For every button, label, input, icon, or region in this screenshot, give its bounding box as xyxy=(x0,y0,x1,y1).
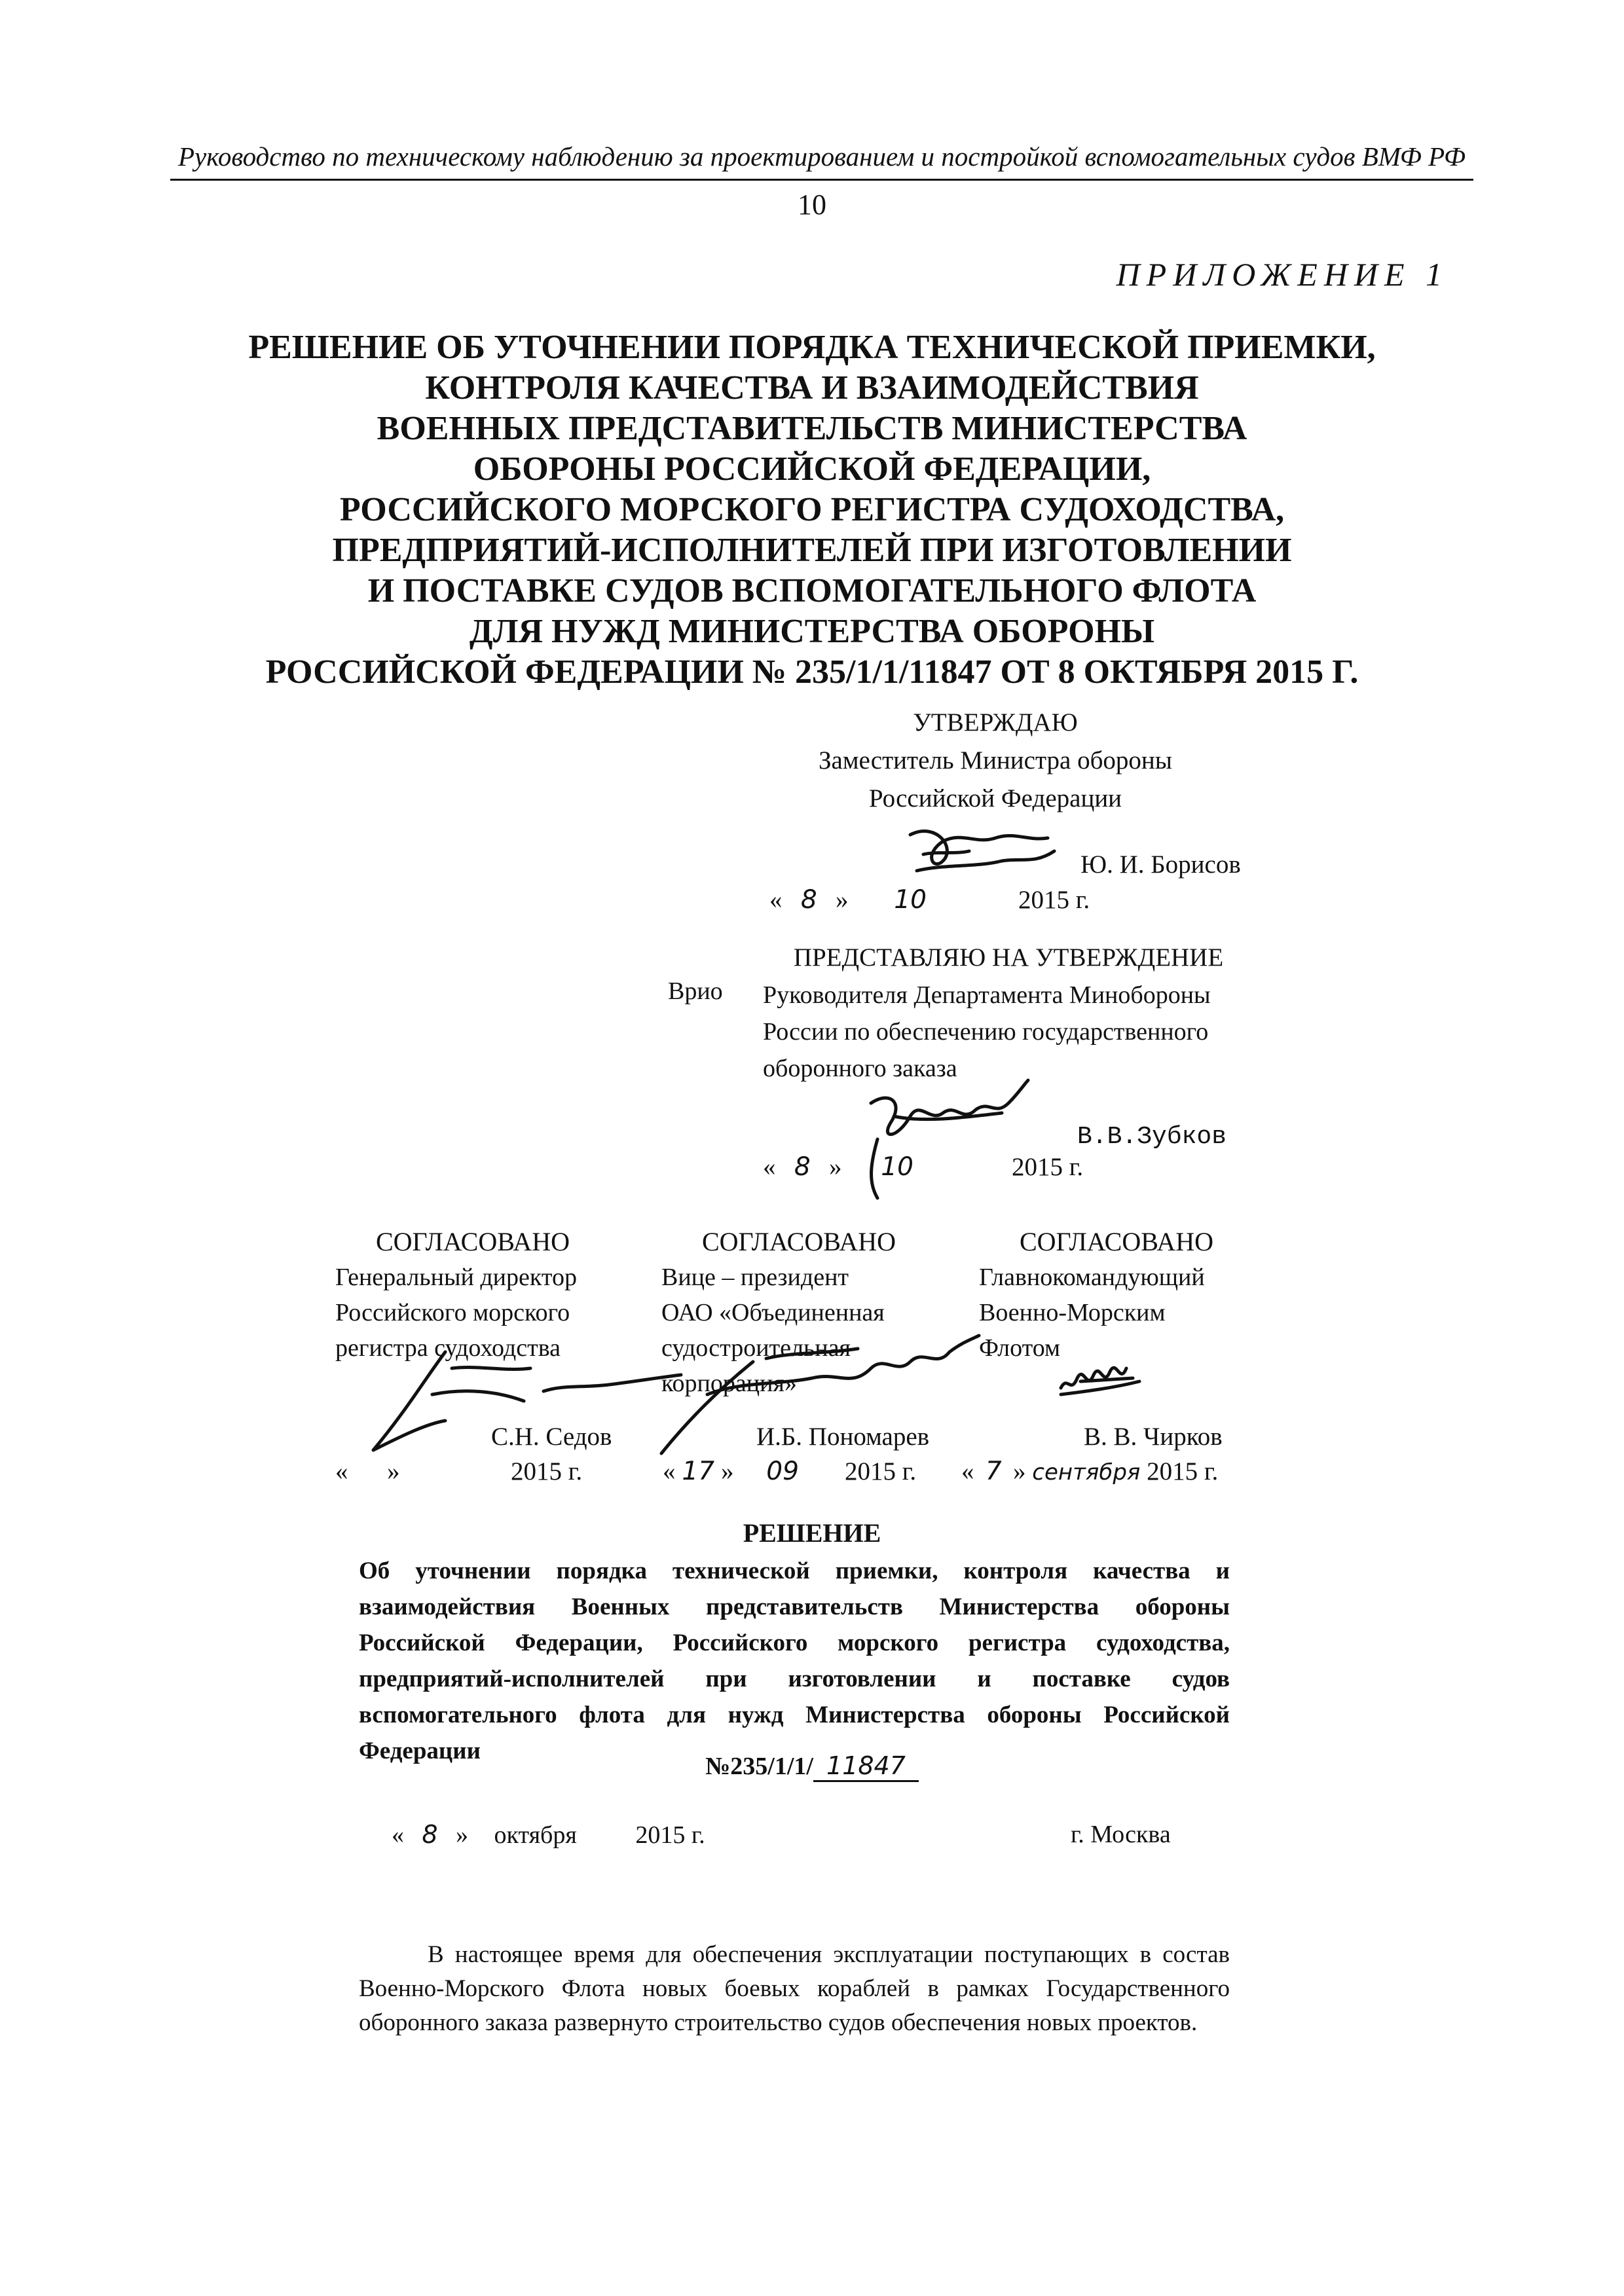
presentation-line: оборонного заказа xyxy=(763,1055,957,1082)
title-line: РЕШЕНИЕ ОБ УТОЧНЕНИИ ПОРЯДКА ТЕХНИЧЕСКОЙ ПРИЕМКИ, xyxy=(248,329,1376,366)
title-line: ВОЕННЫХ ПРЕДСТАВИТЕЛЬСТВ МИНИСТЕРСТВА xyxy=(377,410,1247,447)
date-open-quote: « xyxy=(663,1457,676,1485)
presentation-date xyxy=(763,1152,1083,1182)
decision-date-year: 2015 г. xyxy=(635,1821,705,1849)
date-open-quote: « xyxy=(769,886,783,914)
agreement-heading: СОГЛАСОВАНО xyxy=(375,1227,570,1256)
signature-zubkov xyxy=(832,1077,1048,1201)
page-number: 10 xyxy=(798,189,826,221)
approval-position-line: Заместитель Министра обороны xyxy=(819,746,1172,774)
agreement-date xyxy=(663,1457,916,1486)
date-open-quote: « xyxy=(392,1821,404,1849)
agreement-date xyxy=(961,1457,1218,1486)
date-open-quote: « xyxy=(335,1457,348,1485)
body-paragraph xyxy=(359,1938,1230,2040)
agreement-line: ОАО «Объединенная xyxy=(661,1299,885,1326)
decision-heading: РЕШЕНИЕ xyxy=(743,1518,881,1548)
decision-number-handwritten: 11847 xyxy=(813,1751,919,1782)
date-close-quote: » xyxy=(456,1821,468,1849)
decision-date xyxy=(392,1820,705,1850)
agreement-line: корпорация» xyxy=(661,1370,797,1397)
agreement-line: Флотом xyxy=(979,1334,1061,1362)
agreement-date-day: 17 xyxy=(682,1457,715,1486)
decision-place: г. Москва xyxy=(1071,1821,1171,1848)
agreement-navy xyxy=(979,1224,1254,1366)
agreement-line: Военно-Морским xyxy=(979,1299,1166,1326)
document-title xyxy=(216,327,1408,693)
agreement-line: Российского морского xyxy=(335,1299,570,1326)
presentation-position xyxy=(763,977,1211,1087)
agreement-date xyxy=(335,1457,582,1486)
presentation-prefix: Врио xyxy=(668,977,723,1005)
date-close-quote: » xyxy=(721,1457,734,1485)
approval-date-month: 10 xyxy=(894,885,927,915)
appendix-label: ПРИЛОЖЕНИЕ 1 xyxy=(1116,256,1449,293)
date-close-quote: » xyxy=(829,1153,842,1181)
presentation-line: Руководителя Департамента Минобороны xyxy=(763,981,1211,1009)
presentation-heading: ПРЕДСТАВЛЯЮ НА УТВЕРЖДЕНИЕ xyxy=(793,943,1224,972)
presentation-date-month: 10 xyxy=(881,1152,913,1182)
approval-signer: Ю. И. Борисов xyxy=(1080,850,1241,879)
presentation-date-day: 8 xyxy=(794,1152,811,1182)
decision-date-month: октября xyxy=(494,1821,577,1849)
running-title: Руководство по техническому наблюдению за проектированием и постройкой вспомогательных судов ВМФ РФ xyxy=(170,141,1473,181)
agreement-date-year: 2015 г. xyxy=(845,1457,917,1485)
signature-borisov xyxy=(897,815,1067,887)
date-open-quote: « xyxy=(961,1457,974,1485)
agreement-line: Генеральный директор xyxy=(335,1264,577,1291)
agreement-date-day: 7 xyxy=(985,1457,1002,1486)
body-paragraph-text: В настоящее время для обеспечения эксплуатации поступающих в состав Военно-Морского Флота новых боевых кораблей в рамках Государственного оборонного заказа развернуто строительство судов обеспечения новых проектов. xyxy=(359,1941,1230,2036)
agreement-date-year: 2015 г. xyxy=(1147,1457,1219,1485)
approval-date-day: 8 xyxy=(800,885,817,915)
date-close-quote: » xyxy=(387,1457,400,1485)
approval-block xyxy=(786,704,1205,818)
agreement-signer: В. В. Чирков xyxy=(1084,1423,1223,1451)
approval-date-year: 2015 г. xyxy=(1018,886,1090,914)
presentation-line: России по обеспечению государственного xyxy=(763,1018,1209,1046)
title-line: ДЛЯ НУЖД МИНИСТЕРСТВА ОБОРОНЫ xyxy=(469,613,1155,650)
title-line: ПРЕДПРИЯТИЙ-ИСПОЛНИТЕЛЕЙ ПРИ ИЗГОТОВЛЕНИИ xyxy=(332,532,1292,569)
decision-subject: Об уточнении порядка технической приемки, контроля качества и взаимодействия Военных представительств Министерства обороны Российской Федерации, Российского морского регистра судоходства, предприятий-исполнителей при изготовлении и поставке судов вспомогательного флота для нужд Министерства обороны Российской Федерации xyxy=(359,1558,1230,1764)
agreement-date-month: сентября xyxy=(1032,1459,1141,1485)
agreement-signer: И.Б. Пономарев xyxy=(756,1423,930,1451)
title-line: КОНТРОЛЯ КАЧЕСТВА И ВЗАИМОДЕЙСТВИЯ xyxy=(425,369,1199,407)
agreement-date-month: 09 xyxy=(766,1457,799,1486)
signature-chirkov xyxy=(1054,1355,1153,1408)
agreement-heading: СОГЛАСОВАНО xyxy=(1019,1227,1214,1256)
decision-number-prefix: №235/1/1/ xyxy=(705,1753,813,1780)
title-line: ОБОРОНЫ РОССИЙСКОЙ ФЕДЕРАЦИИ, xyxy=(473,450,1151,488)
approval-heading: УТВЕРЖДАЮ xyxy=(913,708,1078,737)
agreement-date-year: 2015 г. xyxy=(511,1457,583,1485)
agreement-line: Главнокомандующий xyxy=(979,1264,1205,1291)
date-open-quote: « xyxy=(763,1153,776,1181)
agreement-line: регистра судоходства xyxy=(335,1334,561,1362)
title-line: РОССИЙСКОГО МОРСКОГО РЕГИСТРА СУДОХОДСТВА, xyxy=(339,491,1285,528)
presentation-signer: В.В.Зубков xyxy=(1077,1123,1227,1151)
approval-position-line: Российской Федерации xyxy=(868,784,1122,812)
approval-date xyxy=(769,885,1090,915)
date-close-quote: » xyxy=(1013,1457,1026,1485)
date-close-quote: » xyxy=(836,886,849,914)
agreement-line: судостроительная xyxy=(661,1334,851,1362)
title-line: РОССИЙСКОЙ ФЕДЕРАЦИИ № 235/1/1/11847 ОТ 8 ОКТЯБРЯ 2015 Г. xyxy=(265,653,1359,691)
title-line: И ПОСТАВКЕ СУДОВ ВСПОМОГАТЕЛЬНОГО ФЛОТА xyxy=(367,572,1257,610)
presentation-date-year: 2015 г. xyxy=(1012,1153,1084,1181)
agreement-signer: С.Н. Седов xyxy=(491,1423,612,1451)
agreement-line: Вице – президент xyxy=(661,1264,849,1291)
agreement-heading: СОГЛАСОВАНО xyxy=(701,1227,896,1256)
decision-date-day: 8 xyxy=(422,1820,438,1849)
decision-number xyxy=(0,1751,1624,1781)
